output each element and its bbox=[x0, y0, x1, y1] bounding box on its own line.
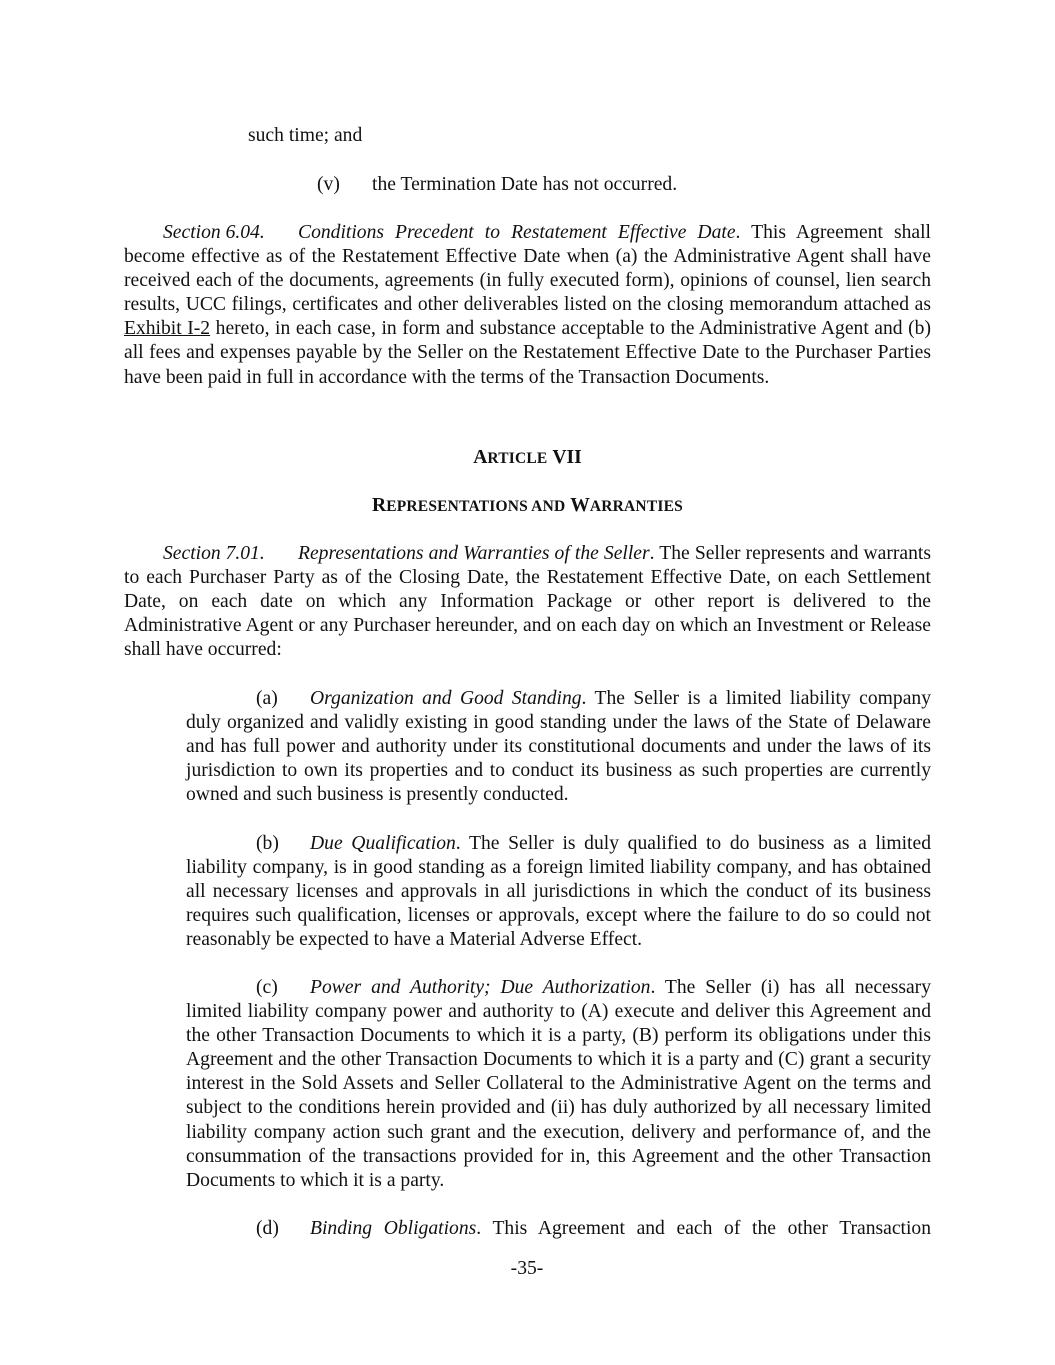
title-cap-r: R bbox=[372, 495, 387, 516]
section-body: . The Seller represents and warrants to each Purchaser Party as of the Closing Date, the Restatement Effective Date, on each Settlement Date, on each date on which any Information Package or other report is delivered to the Administrative Agent or any Purchaser hereunder, and on each day on which an Investment or Release shall have occurred: bbox=[124, 543, 931, 661]
article-title bbox=[124, 494, 931, 519]
list-item-title: Due Qualification bbox=[310, 833, 456, 854]
section-6-04 bbox=[124, 221, 931, 390]
list-item-label: (d) bbox=[256, 1218, 279, 1239]
section-body-continued: hereto, in each case, in form and substance acceptable to the Administrative Agent and (b) all fees and expenses payable by the Seller on the Restatement Effective Date to the Purchaser Parties have been paid in full in accordance with the terms of the Transaction Documents. bbox=[124, 318, 931, 388]
list-item-c bbox=[186, 976, 931, 1193]
list-item-body: . The Seller is duly qualified to do business as a limited liability company, is in good standing as a foreign limited liability company, and has obtained all necessary licenses and approvals in all jurisdictions in which the conduct of its business requires such qualification, licenses or approvals, except where the failure to do so could not reasonably be expected to have a Material Adverse Effect. bbox=[186, 833, 931, 951]
section-number: Section 7.01. bbox=[163, 543, 265, 564]
list-item-v bbox=[317, 173, 937, 197]
article-cap: A bbox=[473, 447, 488, 468]
list-item-body: . The Seller is a limited liability company duly organized and validly existing in good standing under the laws of the State of Delaware and has full power and authority under its constitutional documents and under the laws of its jurisdiction to own its properties and to conduct its business as such properties are currently owned and such business is presently conducted. bbox=[186, 688, 931, 806]
title-word-representations: EPRESENTATIONS AND bbox=[386, 498, 566, 515]
list-item-body: . This Agreement and each of the other Transaction bbox=[476, 1218, 931, 1239]
title-cap-w: W bbox=[570, 495, 590, 516]
title-word-warranties: ARRANTIES bbox=[589, 498, 683, 515]
list-item-b bbox=[186, 832, 931, 952]
section-title: Conditions Precedent to Restatement Effective Date bbox=[298, 222, 736, 243]
section-number: Section 6.04. bbox=[163, 222, 265, 243]
list-item-label: (c) bbox=[256, 977, 278, 998]
section-7-01 bbox=[124, 542, 931, 662]
continuation-line: such time; and bbox=[248, 125, 363, 146]
article-heading bbox=[124, 446, 931, 471]
section-title: Representations and Warranties of the Seller bbox=[298, 543, 650, 564]
list-item-title: Power and Authority; Due Authorization bbox=[310, 977, 651, 998]
list-item-text: the Termination Date has not occurred. bbox=[372, 174, 678, 195]
list-item-d bbox=[256, 1217, 931, 1241]
list-item-a bbox=[186, 687, 931, 807]
page-number: -35- bbox=[510, 1258, 544, 1279]
list-item-label: (b) bbox=[256, 833, 279, 854]
section-body: . This Agreement shall become effective as of the Restatement Effective Date when (a) the Administrative Agent shall have received each of the documents, agreements (in fully executed form), opinions of counsel, lien search results, UCC filings, certificates and other deliverables listed on the closing memorandum attached as bbox=[124, 222, 932, 316]
list-item-title: Binding Obligations bbox=[310, 1218, 477, 1239]
exhibit-link[interactable]: Exhibit I-2 bbox=[124, 318, 211, 340]
list-item-title: Organization and Good Standing bbox=[310, 688, 582, 709]
article-numeral: VII bbox=[552, 447, 582, 468]
list-item-body: . The Seller (i) has all necessary limited liability company power and authority to (A) execute and deliver this Agreement and the other Transaction Documents to which it is a party, (B) perform its obligations under this Agreement and the other Transaction Documents to which it is a party and (C) grant a security interest in the Sold Assets and Seller Collateral to the Administrative Agent on the terms and subject to the conditions herein provided and (ii) has duly authorized by all necessary limited liability company action such grant and the execution, delivery and performance of, and the consummation of the transactions provided for in, this Agreement and the other Transaction Documents to which it is a party. bbox=[186, 977, 931, 1191]
article-word: RTICLE bbox=[487, 450, 548, 467]
list-item-label: (a) bbox=[256, 688, 278, 709]
list-item-label: (v) bbox=[317, 174, 340, 195]
